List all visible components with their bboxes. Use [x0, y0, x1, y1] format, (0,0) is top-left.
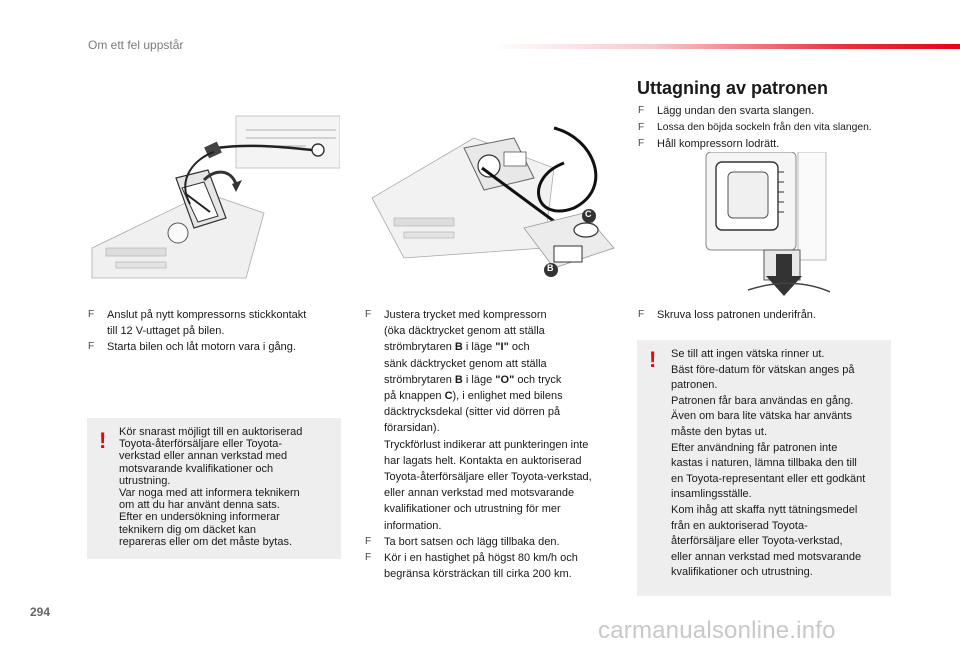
- list-item: [365, 534, 625, 550]
- text-line: en Toyota-representant eller ett godkänt: [671, 472, 866, 485]
- text-line: från en auktoriserad Toyota-: [671, 519, 808, 532]
- text-line: däcktrycksdekal (sitter vid dörren på: [384, 406, 561, 419]
- text-line: Anslut på nytt kompressorns stickkontakt: [107, 309, 307, 321]
- text-line: repareras eller om det måste bytas.: [119, 535, 293, 548]
- text-line: Starta bilen och låt motorn vara i gång.: [107, 341, 296, 354]
- checkbox-bullet-icon: F: [638, 121, 645, 133]
- header-accent-bar: [490, 44, 960, 49]
- checkbox-bullet-icon: F: [638, 105, 645, 116]
- list-item: [88, 307, 348, 339]
- text-line: Bäst före-datum för vätskan anges på: [671, 363, 855, 376]
- text-line: Justera trycket med kompressorn: [384, 309, 547, 321]
- text-line: Även om bara lite vätska har använts: [671, 410, 852, 423]
- text-line: Kör snarast möjligt till en auktoriserad: [119, 426, 303, 438]
- header-title: Om ett fel uppstår: [88, 38, 184, 52]
- text-line: verkstad eller annan verkstad med: [119, 450, 288, 463]
- checkbox-bullet-icon: F: [638, 138, 645, 149]
- list-item: [638, 136, 908, 153]
- text-line: Kom ihåg att skaffa nytt tätningsmedel: [671, 503, 858, 516]
- text-line: begränsa körsträckan till cirka 200 km.: [384, 568, 572, 581]
- text-line: kastas i naturen, lämna tillbaka den till: [671, 457, 857, 470]
- checkbox-bullet-icon: F: [365, 535, 372, 547]
- right-instructions-top: [638, 103, 908, 153]
- left-instructions: [88, 307, 348, 356]
- warning-box-left: [87, 418, 341, 559]
- list-item: [88, 339, 348, 355]
- text-line: till 12 V-uttaget på bilen.: [107, 325, 225, 338]
- text-line: kvalifikationer och utrustning för mer: [384, 503, 561, 516]
- text-line: om att du har använt denna sats.: [119, 499, 280, 512]
- text-line: strömbrytaren B i läge "O" och tryck: [384, 373, 562, 386]
- text-line: eller annan verkstad med motsvarande: [671, 550, 862, 563]
- text-line: Efter en undersökning informerar: [119, 511, 280, 524]
- text-line: på knappen C), i enlighet med bilens: [384, 390, 563, 403]
- text-line: Lossa den böjda sockeln från den vita slangen.: [657, 121, 872, 133]
- text-line: Var noga med att informera teknikern: [119, 487, 300, 500]
- text-line: Ta bort satsen och lägg tillbaka den.: [384, 535, 560, 548]
- text-line: Toyota-återförsäljare eller Toyota-verkstad,: [384, 471, 592, 484]
- text-line: förarsidan).: [384, 422, 440, 435]
- checkbox-bullet-icon: F: [88, 341, 95, 353]
- checkbox-bullet-icon: F: [638, 309, 645, 320]
- list-item: [638, 307, 908, 323]
- list-item: [365, 307, 625, 534]
- section-title: Uttagning av patronen: [637, 78, 829, 98]
- list-item: [365, 550, 625, 582]
- text-line: sänk däcktrycket genom att ställa: [384, 357, 547, 370]
- text-line: information.: [384, 519, 442, 532]
- text-line: insamlingsställe.: [671, 488, 752, 501]
- text-line: strömbrytaren B i läge "I" och: [384, 341, 530, 354]
- warning-box-right: [637, 340, 891, 596]
- illustration-connect-plug: [86, 108, 340, 281]
- illustration-compressor-switch: [364, 108, 616, 281]
- checkbox-bullet-icon: F: [365, 309, 372, 320]
- text-line: Skruva loss patronen underifrån.: [657, 309, 816, 321]
- text-line: Toyota-återförsäljare eller Toyota-: [119, 438, 283, 451]
- text-line: eller annan verkstad med motsvarande: [384, 487, 575, 500]
- text-line: Patronen får bara användas en gång.: [671, 394, 854, 407]
- checkbox-bullet-icon: F: [365, 552, 372, 564]
- text-line: teknikern dig om däcket kan: [119, 523, 256, 536]
- text-line: Kör i en hastighet på högst 80 km/h och: [384, 552, 578, 565]
- text-line: Håll kompressorn lodrätt.: [657, 138, 780, 150]
- text-line: utrustning.: [119, 474, 171, 487]
- warning-text: [119, 426, 341, 548]
- middle-instructions: [365, 307, 625, 582]
- page-number: 294: [30, 605, 51, 619]
- callout-b-label: B: [547, 263, 554, 273]
- text-line: har lagats helt. Kontakta en auktoriserad: [384, 454, 582, 467]
- text-line: Lägg undan den svarta slangen.: [657, 105, 815, 117]
- text-line: måste den bytas ut.: [671, 425, 767, 438]
- warning-icon: !: [649, 347, 657, 372]
- text-line: Tryckförlust indikerar att punkteringen inte: [384, 438, 589, 451]
- text-line: Se till att ingen vätska rinner ut.: [671, 348, 825, 360]
- callout-c-label: C: [585, 209, 592, 219]
- text-line: återförsäljare eller Toyota-verkstad,: [671, 535, 843, 548]
- text-line: (öka däcktrycket genom att ställa: [384, 325, 545, 338]
- list-item: [638, 120, 908, 137]
- text-line: motsvarande kvalifikationer och: [119, 462, 274, 475]
- illustration-cartridge-removal: [698, 152, 830, 300]
- text-line: patronen.: [671, 379, 718, 392]
- right-instructions-bottom: [638, 307, 908, 323]
- watermark-link[interactable]: carmanualsonline.info: [598, 617, 836, 644]
- warning-icon: !: [99, 428, 107, 453]
- checkbox-bullet-icon: F: [88, 309, 95, 320]
- text-line: Efter användning får patronen inte: [671, 441, 838, 454]
- list-item: [638, 103, 908, 120]
- warning-text: [671, 347, 889, 581]
- text-line: kvalifikationer och utrustning.: [671, 566, 813, 579]
